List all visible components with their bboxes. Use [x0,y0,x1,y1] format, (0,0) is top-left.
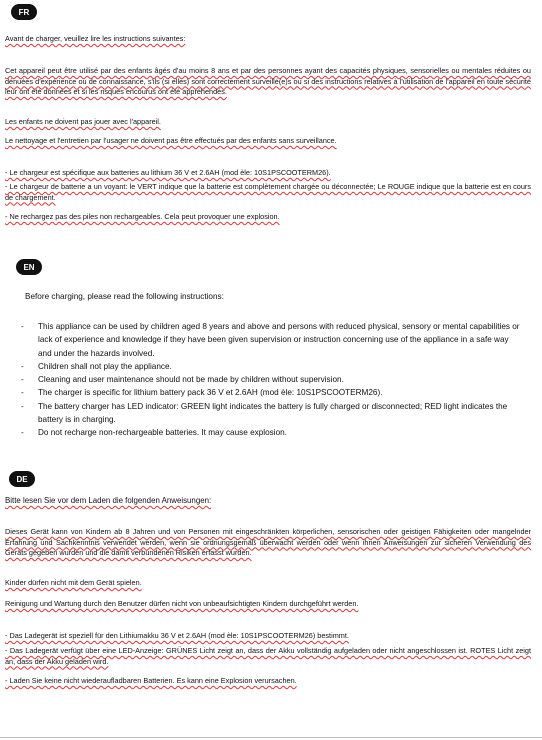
de-bullet-led: - Das Ladegerät verfügt über eine LED-Anzeige: GRÜNES Licht zeigt an, dass der Akku vollständig aufgeladen oder nicht angeschlossen ist. ROTES Licht zeigt an, dass der Akku geladen wird. [5,646,531,666]
fr-paragraph-cleaning: Le nettoyage et l'entretien par l'usager ne doivent pas être effectués par des enfants sans surveillance. [5,136,337,145]
fr-bullet-led: - Le chargeur de batterie a un voyant: le VERT indique que la batterie est complètement chargée ou déconnectée; Le ROUGE indique que la batterie est en cours de chargement. [5,182,531,202]
fr-bullet-no-recharge: - Ne rechargez pas des piles non rechargeables. Cela peut provoquer une explosion. [5,212,280,221]
fr-paragraph-children: Les enfants ne doivent pas jouer avec l'appareil. [5,117,161,126]
en-list-item: - Children shall not play the appliance. [21,361,172,371]
page-bottom-divider [0,737,542,738]
en-list-item: - This appliance can be used by children aged 8 years and above and persons with reduced physical, sensory or mental capabilities or lack of experience and knowledge if they have been given supervision or instruction concerning use of the appliance in a safe way and under the hazards involved. [21,322,520,358]
de-paragraph-children: Kinder dürfen nicht mit dem Gerät spielen. [5,578,142,587]
en-list-item: - The battery charger has LED indicator: GREEN light indicates the battery is fully charged or disconnected; RED light indicates the battery is in charging. [21,401,508,424]
de-intro: Bitte lesen Sie vor dem Laden die folgenden Anweisungen: [5,496,212,505]
en-list-item: - The charger is specific for lithium battery pack 36 V et 2.6AH (mod èle: 10S1PSCOOTERM26). [21,388,383,398]
en-list-item: - Cleaning and user maintenance should not be made by children without supervision. [21,375,344,385]
de-paragraph-supervision: Dieses Gerät kann von Kindern ab 8 Jahren und von Personen mit eingeschränkten körperlichen, sensorischen oder geistigen Fähigkeiten oder mangelnder Erfahrung und Sachkenntnis verwendet werden, wenn sie ordnungsgemäß überwacht werden oder wenn ihnen Anweisungen zur sicheren Verwendung des Geräts gegeben wurden und die damit verbundenen Risiken erfasst wurden. [5,527,531,558]
en-instruction-list [18,320,520,440]
de-bullet-no-recharge: - Laden Sie keine nicht wiederaufladbaren Batterien. Es kann eine Explosion verursachen. [5,676,297,685]
fr-intro: Avant de charger, veuillez lire les instructions suivantes: [5,34,186,43]
fr-paragraph-supervision: Cet appareil peut être utilisé par des enfants âgés d'au moins 8 ans et par des personnes ayant des capacités physiques, sensorielles ou mentales réduites ou dénuées d'expérience ou de connaissance, s'ils (si elles) sont correctement surveillé(e)s ou si des instructions relatives à l'utilisation de l'appareil en toute sécurité leur ont été données et si les risques encourus ont été appréhendés. [5,66,531,97]
en-list-item: - Do not recharge non-rechargeable batteries. It may cause explosion. [21,428,287,438]
de-paragraph-cleaning: Reinigung und Wartung durch den Benutzer dürfen nicht von unbeaufsichtigten Kindern durchgeführt werden. [5,599,359,608]
de-bullet-charger-spec: - Das Ladegerät ist speziell für den Lithiumakku 36 V et 2.6AH (mod èle: 10S1PSCOOTERM26) bestimmt. [5,631,349,640]
en-intro: Before charging, please read the following instructions: [25,292,224,301]
fr-bullet-charger-spec: - Le chargeur est spécifique aux batteries au lithium 36 V et 2.6AH (mod èle: 10S1PSCOOTERM26). [5,168,331,177]
de-language-badge: DE [9,471,35,487]
fr-language-badge: FR [11,4,37,20]
en-language-badge: EN [16,259,42,275]
